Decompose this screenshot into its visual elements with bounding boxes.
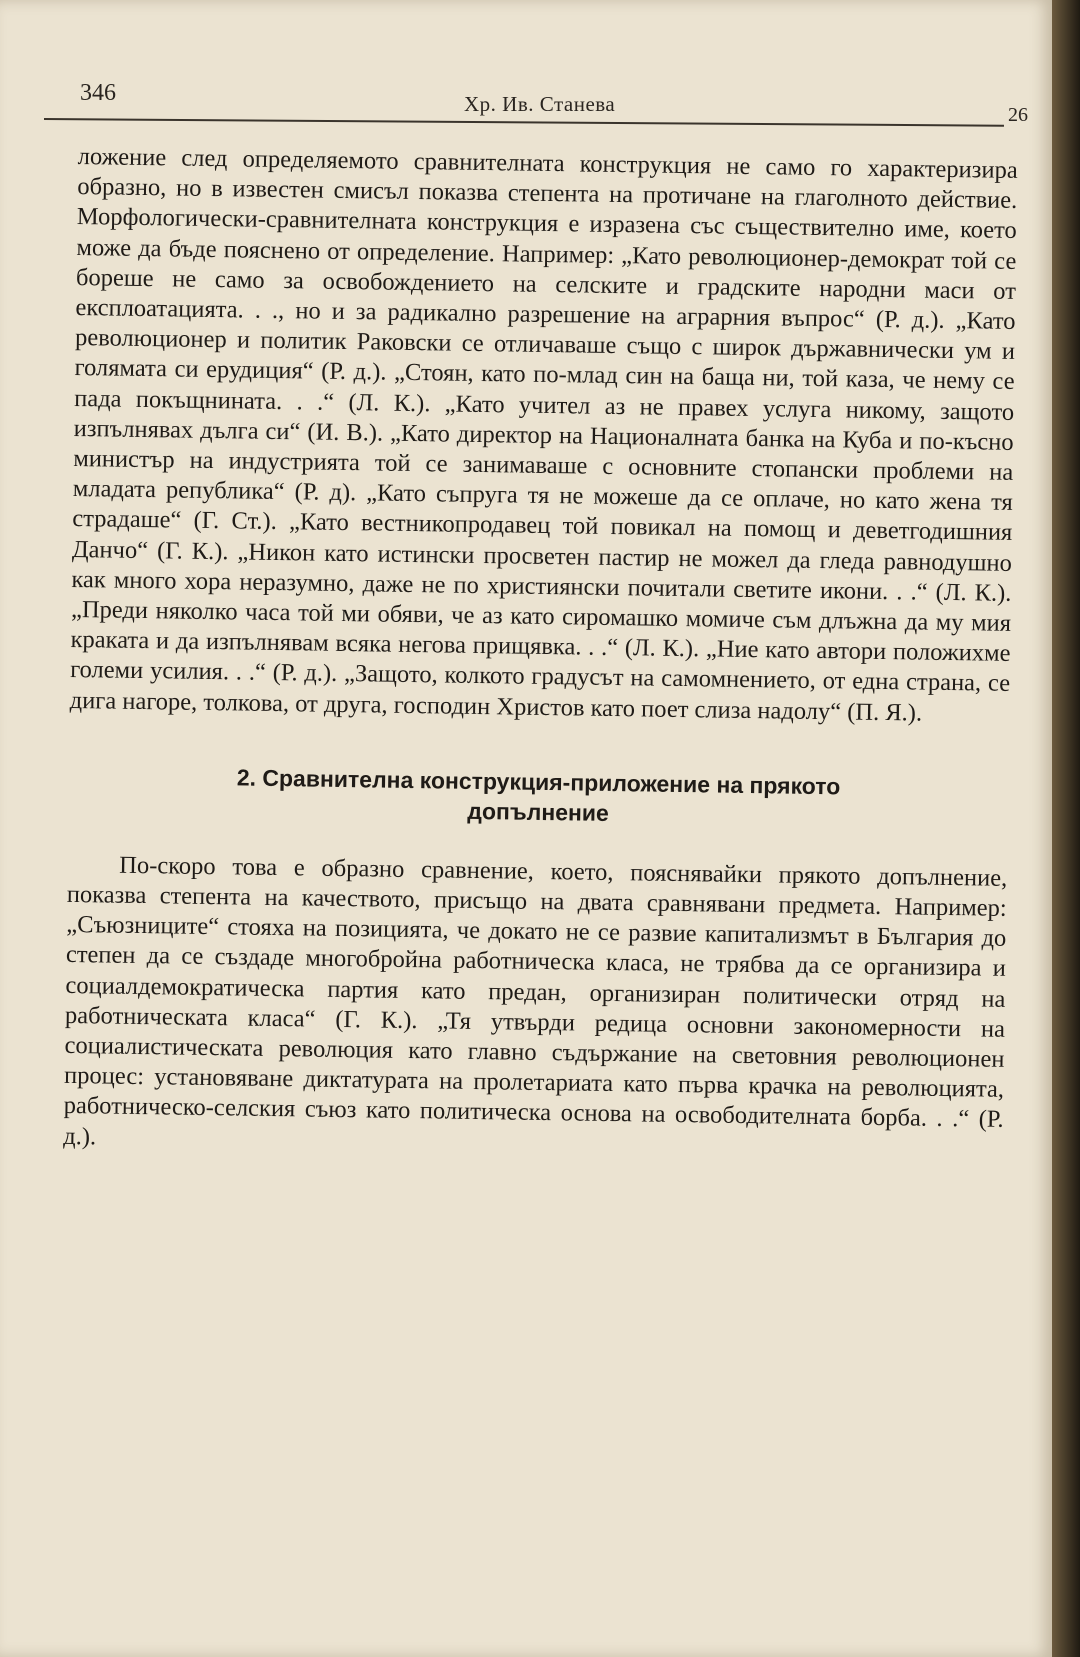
section-title-line-1: 2. Сравнителна конструкция-приложение на прякото — [236, 764, 841, 800]
running-title: Хр. Ив. Станева — [464, 92, 616, 116]
margin-number: 26 — [1008, 104, 1028, 126]
body-text — [63, 142, 1018, 1166]
section-title-line-2: допълнение — [467, 797, 610, 826]
page-number: 346 — [80, 80, 116, 106]
paragraph-1: ложение след определяемото сравнителната конструкция не само го характеризира образно, но в известен смисъл показва степента на протичане на глаголното действие. Морфологически-сравнителната конструкция е изразена със съществително име, което може да бъде пояснено от определение. Например: „Като революционер-демократ той се бореше не само за освобождението на селските и градските народни маси от експлоатацията. . ., но и за радикално разрешение на аграрния въпрос“ (Р. д.). „Като революционер и политик Раковски се отличаваше също с широк държавнически ум и голямата си ерудиция“ (Р. д.). „Стоян, като по-млад син на баща ни, той каза, че нему се пада покъщнината. . .“ (Л. К.). „Като учител аз не правех услуга никому, защото изпълнявах дълга си“ (И. В.). „Като директор на Националната банка на Куба и по-късно министър на индустрията той се занимаваше с основните стопански проблеми на младата република“ (Р. д). „Като съпруга тя не можеше да се оплаче, но като жена тя страдаше“ (Г. Ст.). „Като вестникопродавец той повикал на помощ и деветгодишния Данчо“ (Г. К.). „Никон като истински просветен пастир не можел да гледа равнодушно как много хора неразумно, даже не по християнски почитали светите икони. . .“ (Л. К.). „Преди няколко часа той ми обяви, че аз като сиромашко момиче съм длъжна да му мия краката и да изпълнявам всяка негова прищявка. . .“ (Л. К.). „Ние като автори положихме големи усилия. . .“ (Р. д.). „Защото, колкото градусът на самомнението, от една страна, се дига нагоре, толкова, от друга, господин Христов като поет слиза надолу“ (П. Я.). — [69, 142, 1018, 727]
book-spine-edge — [1052, 0, 1080, 1657]
page-header — [44, 70, 1004, 130]
paragraph-2: По-скоро това е образно сравнение, което, пояснявайки прякото допълнение, показва степента на качеството, присъщо на двата сравнявани предмета. Например: „Съюзниците“ стояха на позицията, че докато не се развие капитализмът в България до степен да се създаде многобройна работническа класа, не трябва да се организира и социалдемократическа партия като предан, организиран политически отряд на работническата класа“ (Г. К.). „Тя утвърди редица основни закономерности на социалистическата революция като главно съдържание на световния революционен процес: установяване диктатурата на пролетариата като първа крачка на революцията, работническо-селския съюз като политическа основа на освободителната борба. . .“ (Р. д.). — [63, 851, 1008, 1151]
section-title — [68, 760, 1009, 834]
header-rule — [44, 118, 1004, 127]
